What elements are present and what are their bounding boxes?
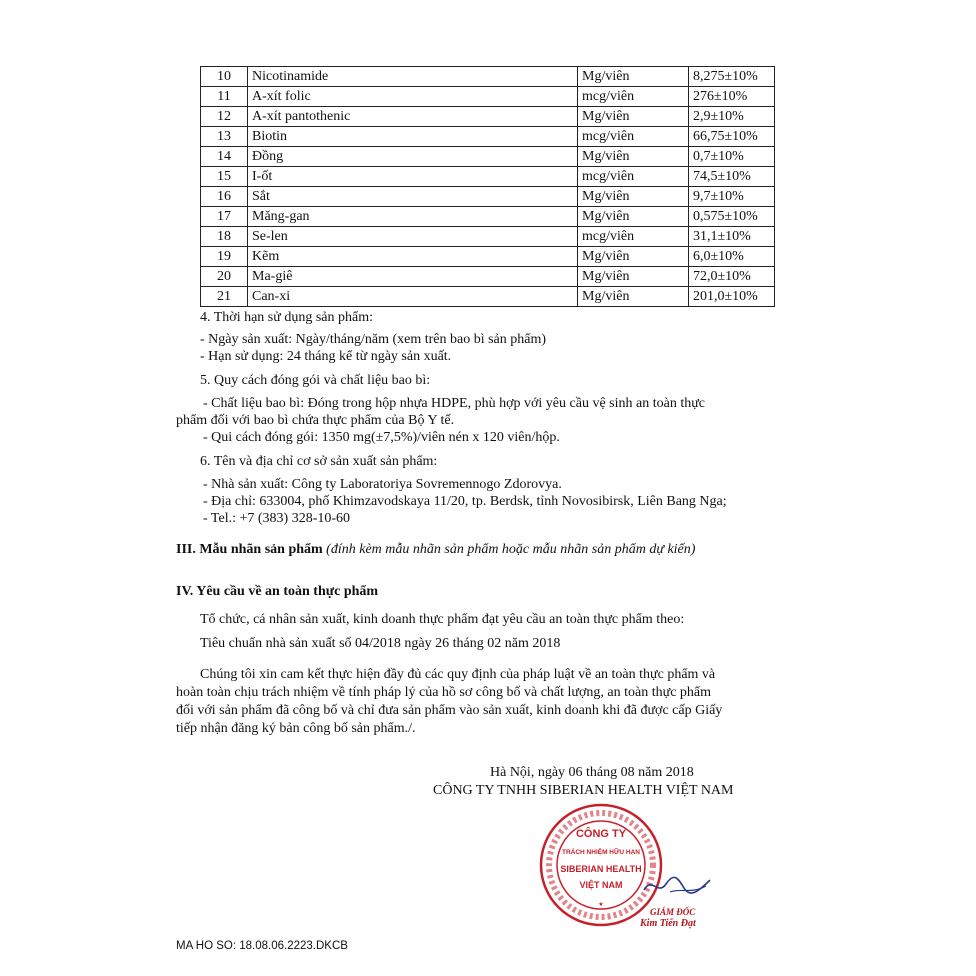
section6-line3: - Tel.: +7 (383) 328-10-60 [203, 511, 351, 526]
nutrient-name-cell: Măng-gan [248, 207, 578, 227]
section3-heading: III. Mẫu nhãn sản phẩm [176, 542, 323, 557]
row-number-cell: 12 [201, 107, 248, 127]
row-number-cell: 16 [201, 187, 248, 207]
commitment-line1: Chúng tôi xin cam kết thực hiện đầy đủ các quy định của pháp luật về an toàn thực phẩm và [200, 667, 716, 682]
value-cell: 9,7±10% [689, 187, 775, 207]
section5-line1a: - Chất liệu bao bì: Đóng trong hộp nhựa HDPE, phù hợp với yêu cầu vệ sinh an toàn thực [203, 396, 706, 411]
section4-line1: - Ngày sản xuất: Ngày/tháng/năm (xem trên bao bì sản phẩm) [200, 332, 547, 347]
unit-cell: Mg/viên [578, 247, 689, 267]
unit-cell: Mg/viên [578, 267, 689, 287]
unit-cell: Mg/viên [578, 147, 689, 167]
section6-heading: 6. Tên và địa chỉ cơ sở sản xuất sản phẩm: [200, 454, 438, 469]
nutrient-name-cell: Biotin [248, 127, 578, 147]
section4-heading: 4. Thời hạn sử dụng sản phẩm: [200, 310, 373, 325]
nutrient-table-body [201, 67, 775, 307]
unit-cell: Mg/viên [578, 187, 689, 207]
svg-text:TRÁCH NHIỆM HỮU HẠN: TRÁCH NHIỆM HỮU HẠN [562, 849, 640, 856]
row-number-cell: 10 [201, 67, 248, 87]
document-code: MA HO SO: 18.08.06.2223.DKCB [176, 940, 348, 952]
nutrient-name-cell: Can-xi [248, 287, 578, 307]
table-row [201, 87, 775, 107]
section-iv-p1: Tổ chức, cá nhân sản xuất, kinh doanh thực phẩm đạt yêu cầu an toàn thực phẩm theo: [200, 612, 685, 627]
commitment-line4: tiếp nhận đăng ký bản công bố sản phẩm./. [176, 721, 416, 736]
signoff-date: Hà Nội, ngày 06 tháng 08 năm 2018 [490, 765, 694, 780]
nutrient-name-cell: Nicotinamide [248, 67, 578, 87]
table-row [201, 287, 775, 307]
nutrient-name-cell: A-xít folic [248, 87, 578, 107]
nutrient-name-cell: Đồng [248, 147, 578, 167]
table-row [201, 127, 775, 147]
svg-text:VIỆT NAM: VIỆT NAM [579, 880, 623, 890]
table-row [201, 107, 775, 127]
row-number-cell: 17 [201, 207, 248, 227]
value-cell: 201,0±10% [689, 287, 775, 307]
commitment-line3: đối với sản phẩm đã công bố và chỉ đưa sản phẩm vào sản xuất, kinh doanh khi đã được cấp Giấy [176, 703, 723, 718]
table-row [201, 227, 775, 247]
table-row [201, 167, 775, 187]
nutrient-name-cell: A-xít pantothenic [248, 107, 578, 127]
value-cell: 31,1±10% [689, 227, 775, 247]
nutrient-name-cell: Ma-giê [248, 267, 578, 287]
section3-line [176, 542, 695, 558]
table-row [201, 187, 775, 207]
commitment-line2: hoàn toàn chịu trách nhiệm về tính pháp lý của hồ sơ công bố và chất lượng, an toàn thực phẩm [176, 685, 712, 700]
director-name: Kim Tiến Đạt [640, 918, 696, 929]
table-row [201, 247, 775, 267]
unit-cell: Mg/viên [578, 287, 689, 307]
signoff-company: CÔNG TY TNHH SIBERIAN HEALTH VIỆT NAM [433, 783, 734, 798]
row-number-cell: 19 [201, 247, 248, 267]
value-cell: 2,9±10% [689, 107, 775, 127]
value-cell: 0,7±10% [689, 147, 775, 167]
row-number-cell: 21 [201, 287, 248, 307]
nutrient-name-cell: Se-len [248, 227, 578, 247]
table-row [201, 267, 775, 287]
nutrient-name-cell: Kẽm [248, 247, 578, 267]
unit-cell: mcg/viên [578, 127, 689, 147]
row-number-cell: 14 [201, 147, 248, 167]
value-cell: 276±10% [689, 87, 775, 107]
row-number-cell: 11 [201, 87, 248, 107]
section6-line1: - Nhà sản xuất: Công ty Laboratoriya Sovremennogo Zdorovya. [203, 477, 562, 492]
section-iv-p2: Tiêu chuẩn nhà sản xuất số 04/2018 ngày 26 tháng 02 năm 2018 [200, 636, 561, 651]
svg-text:★: ★ [598, 902, 604, 908]
unit-cell: Mg/viên [578, 67, 689, 87]
section5-line2: - Qui cách đóng gói: 1350 mg(±7,5%)/viên nén x 120 viên/hộp. [203, 430, 560, 445]
signature [640, 870, 720, 900]
section6-line2: - Địa chỉ: 633004, phố Khimzavodskaya 11/20, tp. Berdsk, tỉnh Novosibirsk, Liên Bang Nga; [203, 494, 727, 509]
director-title: GIÁM ĐỐC [650, 907, 696, 917]
section-iv-heading: IV. Yêu cầu về an toàn thực phẩm [176, 584, 379, 599]
unit-cell: Mg/viên [578, 107, 689, 127]
row-number-cell: 18 [201, 227, 248, 247]
unit-cell: mcg/viên [578, 87, 689, 107]
section3-note: (đính kèm mẫu nhãn sản phẩm hoặc mẫu nhãn sản phẩm dự kiến) [326, 542, 696, 557]
row-number-cell: 20 [201, 267, 248, 287]
value-cell: 74,5±10% [689, 167, 775, 187]
row-number-cell: 15 [201, 167, 248, 187]
nutrient-table [200, 66, 775, 307]
table-row [201, 67, 775, 87]
value-cell: 0,575±10% [689, 207, 775, 227]
svg-text:SIBERIAN HEALTH: SIBERIAN HEALTH [560, 864, 642, 874]
svg-text:CÔNG TY: CÔNG TY [575, 828, 627, 840]
nutrient-name-cell: Sắt [248, 187, 578, 207]
value-cell: 6,0±10% [689, 247, 775, 267]
value-cell: 72,0±10% [689, 267, 775, 287]
row-number-cell: 13 [201, 127, 248, 147]
section4-line2: - Hạn sử dụng: 24 tháng kể từ ngày sản xuất. [200, 349, 452, 364]
company-stamp [538, 802, 664, 928]
section5-heading: 5. Quy cách đóng gói và chất liệu bao bì: [200, 373, 431, 388]
value-cell: 8,275±10% [689, 67, 775, 87]
unit-cell: mcg/viên [578, 167, 689, 187]
nutrient-name-cell: I-ốt [248, 167, 578, 187]
section5-line1b: phẩm đối với bao bì chứa thực phẩm của Bộ Y tế. [176, 413, 455, 428]
unit-cell: Mg/viên [578, 207, 689, 227]
value-cell: 66,75±10% [689, 127, 775, 147]
table-row [201, 207, 775, 227]
unit-cell: mcg/viên [578, 227, 689, 247]
table-row [201, 147, 775, 167]
